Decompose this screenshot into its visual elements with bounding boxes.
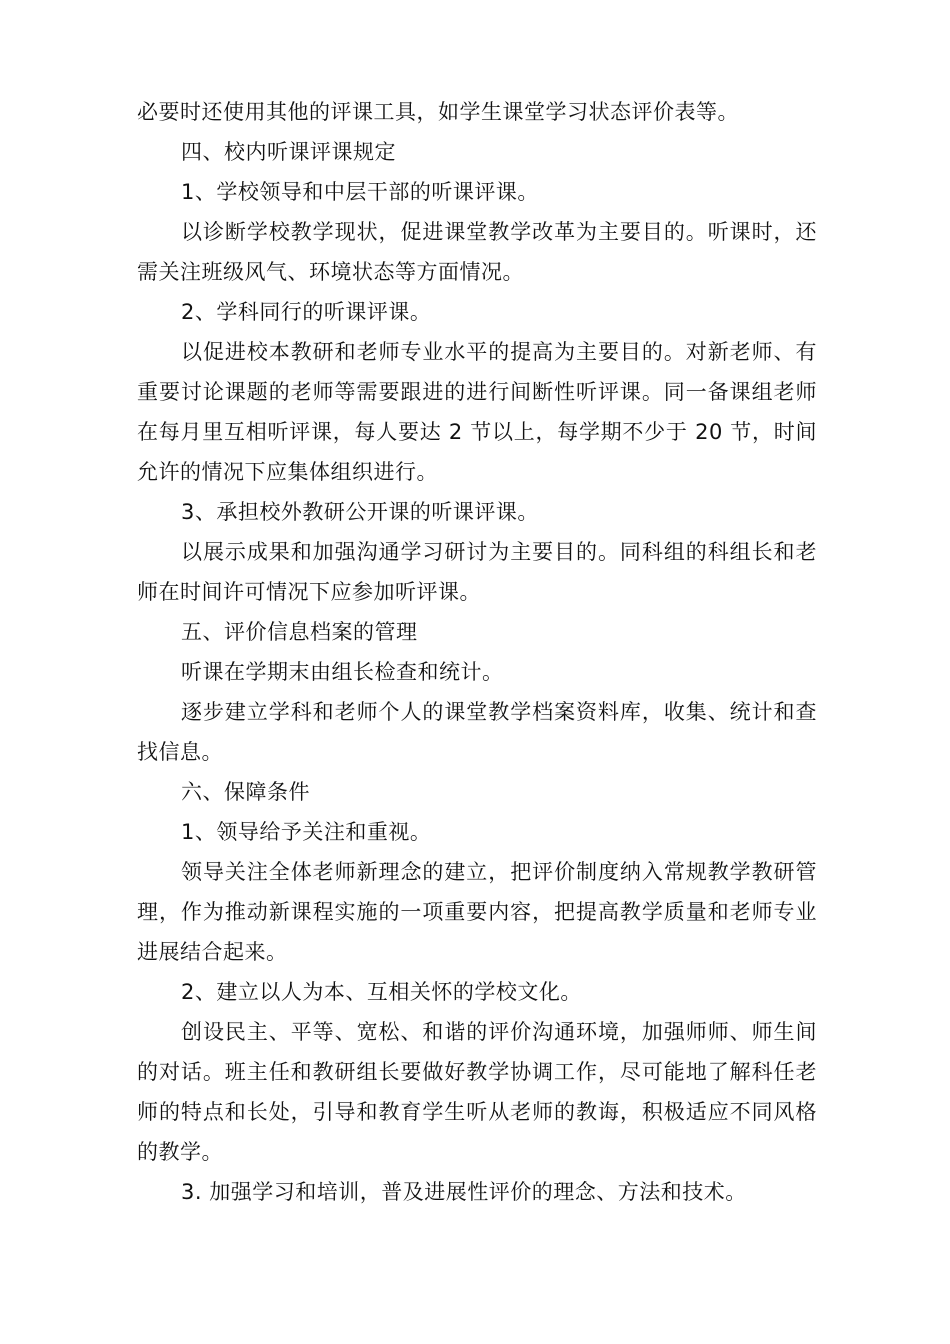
paragraph-peers: 以促进校本教研和老师专业水平的提高为主要目的。对新老师、有重要讨论课题的老师等需要跟进的进行间断性听评课。同一备课组老师在每月里互相听评课，每人要达 2 节以上，每学期不少于 20 节，时间允许的情况下应集体组织进行。	[137, 340, 817, 484]
subheading-training: 3. 加强学习和培训，普及进展性评价的理念、方法和技术。	[181, 1180, 747, 1204]
subheading-leaders: 1、学校领导和中层干部的听课评课。	[181, 180, 539, 204]
subheading-public-lessons: 3、承担校外教研公开课的听课评课。	[181, 500, 539, 524]
subheading-leadership: 1、领导给予关注和重视。	[181, 820, 432, 844]
subheading-culture: 2、建立以人为本、互相关怀的学校文化。	[181, 980, 582, 1004]
paragraph-archive-1: 听课在学期末由组长检查和统计。	[181, 660, 504, 684]
document-body	[137, 92, 817, 1212]
paragraph-archive-2: 逐步建立学科和老师个人的课堂教学档案资料库，收集、统计和查找信息。	[137, 700, 817, 764]
paragraph-leadership: 领导关注全体老师新理念的建立，把评价制度纳入常规教学教研管理，作为推动新课程实施的一项重要内容，把提高教学质量和老师专业进展结合起来。	[137, 860, 817, 964]
paragraph-0: 必要时还使用其他的评课工具，如学生课堂学习状态评价表等。	[137, 100, 739, 124]
section-heading-4: 四、校内听课评课规定	[181, 140, 396, 164]
section-heading-6: 六、保障条件	[181, 780, 310, 804]
paragraph-leaders: 以诊断学校教学现状，促进课堂教学改革为主要目的。听课时，还需关注班级风气、环境状态等方面情况。	[137, 220, 817, 284]
paragraph-culture: 创设民主、平等、宽松、和谐的评价沟通环境，加强师师、师生间的对话。班主任和教研组长要做好教学协调工作，尽可能地了解科任老师的特点和长处，引导和教育学生听从老师的教诲，积极适应不同风格的教学。	[137, 1020, 817, 1164]
paragraph-public-lessons: 以展示成果和加强沟通学习研讨为主要目的。同科组的科组长和老师在时间许可情况下应参加听评课。	[137, 540, 817, 604]
subheading-peers: 2、学科同行的听课评课。	[181, 300, 432, 324]
section-heading-5: 五、评价信息档案的管理	[181, 620, 418, 644]
